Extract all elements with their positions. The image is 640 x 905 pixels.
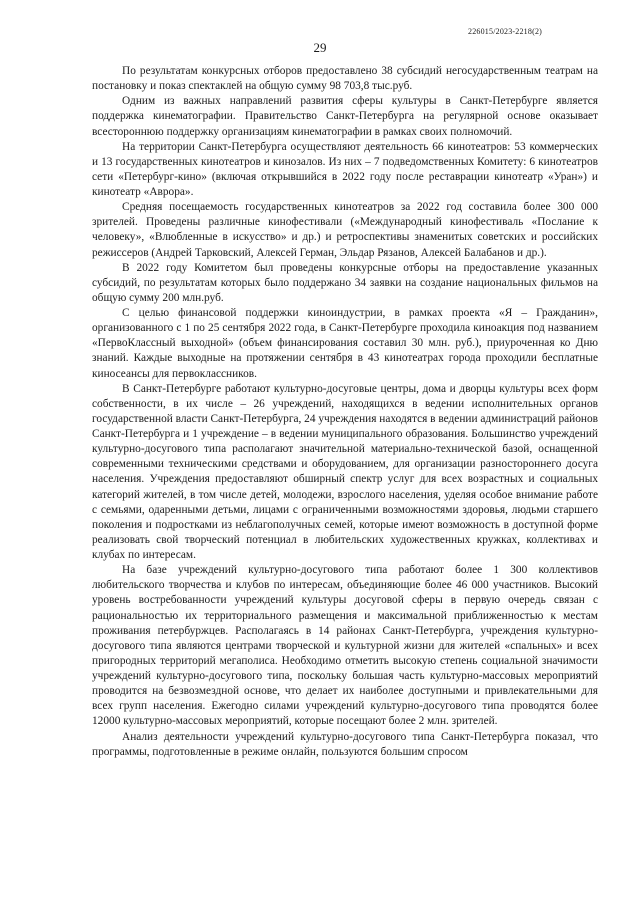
paragraph: На базе учреждений культурно-досугового типа работают более 1 300 коллективов любительского творчества и клубов по интересам, объединяющие более 46 000 участников. Высокий уровень востребованности учреждений культуры досуговой сферы в первую очередь связан с рациональностью их территориального размещения и максимальной приближенностью к местам проживания петербуржцев. Располагаясь в 14 районах Санкт-Петербурга, учреждения культурно-досугового типа являются центрами творческой и культурной жизни для жителей «спальных» и всех пригородных территорий мегаполиса. Необходимо отметить высокую степень социальной значимости учреждений культурно-досугового типа, поскольку большая часть культурно-массовых мероприятий проводится на безвозмездной основе, что делает их наиболее доступными и привлекательными для всех групп населения. Ежегодно силами учреждений культурно-досугового типа проводятся более 12000 культурно-массовых мероприятий, которые посещают более 2 млн. зрителей. bbox=[92, 564, 598, 728]
paragraph: Одним из важных направлений развития сферы культуры в Санкт-Петербурге является поддержка кинематографии. Правительство Санкт-Петербурга на регулярной основе оказывает всестороннюю поддержку организациям кинематографии в рамках своих полномочий. bbox=[92, 95, 598, 138]
document-number: 226015/2023-2218(2) bbox=[468, 27, 543, 36]
paragraph: На территории Санкт-Петербурга осуществляют деятельность 66 кинотеатров: 53 коммерческих и 13 государственных кинотеатров и кинозалов. Из них – 7 подведомственных Комитету: 6 кинотеатров сети «Петербург-кино» (включая открывшийся в 2022 году после реставрации кинотеатр «Уран») и кинотеатр «Аврора». bbox=[92, 140, 598, 198]
paragraph: С целью финансовой поддержки киноиндустрии, в рамках проекта «Я – Гражданин», организованного с 1 по 25 сентября 2022 года, в Санкт-Петербурге проходила киноакция под названием «ПервоКлассный выходной» (объем финансирования составил 30 млн. руб.), приуроченная ко Дню знаний. Каждые выходные на протяжении сентября в 43 кинотеатрах города проходили бесплатные киносеансы для первоклассников. bbox=[92, 307, 598, 380]
document-body bbox=[92, 64, 598, 760]
page-number: 29 bbox=[313, 40, 327, 55]
paragraph: По результатам конкурсных отборов предоставлено 38 субсидий негосударственным театрам на постановку и показ спектаклей на общую сумму 98 703,8 тыс.руб. bbox=[92, 65, 598, 93]
paragraph: Анализ деятельности учреждений культурно-досугового типа Санкт-Петербурга показал, что программы, подготовленные в режиме онлайн, пользуются большим спросом bbox=[92, 730, 598, 758]
paragraph: В Санкт-Петербурге работают культурно-досуговые центры, дома и дворцы культуры всех форм собственности, в их числе – 26 учреждений, находящихся в ведении исполнительных органов государственной власти Санкт-Петербурга, 24 учреждения находятся в ведении администраций районов Санкт-Петербурга и 1 учреждение – в ведении муниципального образования. Большинство учреждений культурно-досугового типа располагают значительной материально-технической базой, оснащенной современными техническими средствами и оборудованием, для организации разностороннего досуга населения. Учреждения предоставляют обширный спектр услуг для всех возрастных и социальных категорий жителей, в том числе детей, молодежи, взрослого населения, уделяя особое внимание работе с семьями, одаренными детьми, лицами с ограниченными возможностями здоровья, людьми старшего поколения и подростками из неблагополучных семей, которые имеют возможность в доступной форме реализовать свой творческий потенциал в любительских художественных кружках, коллективах и клубах по интересам. bbox=[92, 382, 599, 561]
paragraph: Средняя посещаемость государственных кинотеатров за 2022 год составила более 300 000 зрителей. Проведены различные кинофестивали («Международный кинофестиваль «Послание к человеку», «Влюбленные в искусство» и др.) и ретроспективы знаменитых советских и российских режиссеров (Андрей Тарковский, Алексей Герман, Эльдар Рязанов, Алексей Балабанов и др.). bbox=[92, 201, 598, 259]
paragraph: В 2022 году Комитетом был проведены конкурсные отборы на предоставление указанных субсидий, по результатам которых было поддержано 34 заявки на создание национальных фильмов на общую сумму 200 млн.руб. bbox=[92, 261, 598, 304]
